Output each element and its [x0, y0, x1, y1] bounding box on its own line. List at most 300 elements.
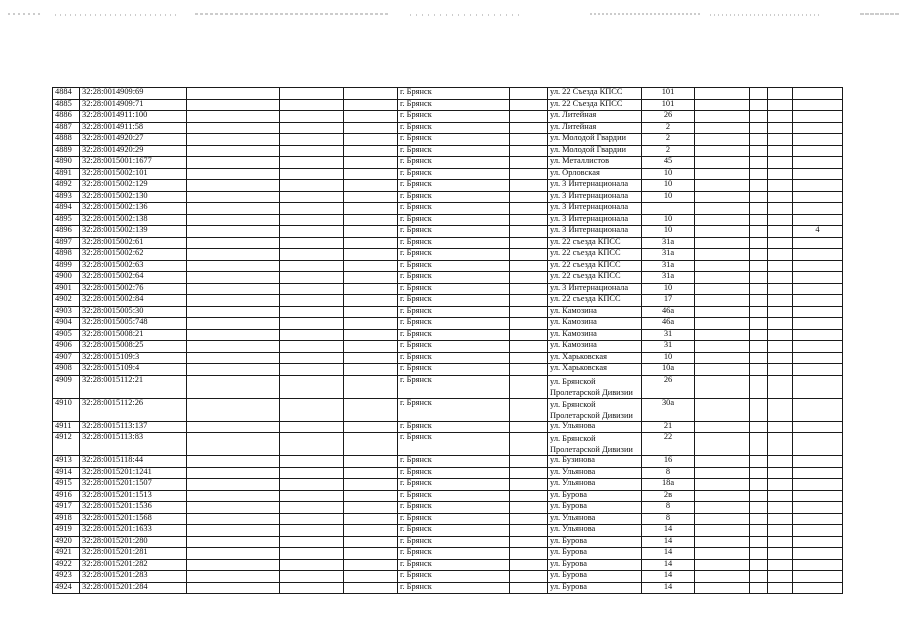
house-number-cell: 10 — [642, 283, 695, 295]
row-number-cell: 4903 — [53, 306, 80, 318]
table-row — [53, 122, 843, 134]
house-number-cell: 14 — [642, 525, 695, 537]
empty-cell — [750, 421, 768, 433]
empty-cell — [187, 295, 280, 307]
city-cell: г. Брянск — [398, 398, 510, 421]
empty-cell — [768, 306, 793, 318]
empty-cell — [695, 191, 750, 203]
row-number-cell: 4896 — [53, 226, 80, 238]
extra-value-cell — [793, 99, 843, 111]
city-cell: г. Брянск — [398, 168, 510, 180]
cadastral-number-cell: 32:28:0015002:101 — [80, 168, 187, 180]
extra-value-cell — [793, 582, 843, 594]
table-row — [53, 364, 843, 376]
empty-cell — [695, 456, 750, 468]
empty-cell — [695, 536, 750, 548]
extra-value-cell — [793, 490, 843, 502]
empty-cell — [280, 421, 344, 433]
cadastral-number-cell: 32:28:0015008:21 — [80, 329, 187, 341]
city-cell: г. Брянск — [398, 456, 510, 468]
extra-value-cell — [793, 180, 843, 192]
house-number-cell: 46а — [642, 306, 695, 318]
empty-cell — [280, 433, 344, 456]
cadastral-number-cell: 32:28:0014909:69 — [80, 88, 187, 100]
empty-cell — [280, 249, 344, 261]
empty-cell — [695, 398, 750, 421]
row-number-cell: 4914 — [53, 467, 80, 479]
street-cell: ул. 22 съезда КПСС — [548, 249, 642, 261]
city-cell: г. Брянск — [398, 88, 510, 100]
cadastral-number-cell: 32:28:0015201:283 — [80, 571, 187, 583]
street-cell: ул. 22 съезда КПСС — [548, 237, 642, 249]
house-number-cell: 2 — [642, 134, 695, 146]
cadastral-number-cell: 32:28:0015002:138 — [80, 214, 187, 226]
empty-cell — [344, 157, 398, 169]
empty-cell — [344, 490, 398, 502]
empty-cell — [510, 237, 548, 249]
house-number-cell — [642, 203, 695, 215]
empty-cell — [768, 203, 793, 215]
empty-cell — [750, 433, 768, 456]
empty-cell — [280, 203, 344, 215]
house-number-cell: 26 — [642, 111, 695, 123]
empty-cell — [187, 548, 280, 560]
empty-cell — [187, 157, 280, 169]
empty-cell — [510, 571, 548, 583]
empty-cell — [187, 111, 280, 123]
city-cell: г. Брянск — [398, 525, 510, 537]
empty-cell — [280, 352, 344, 364]
row-number-cell: 4922 — [53, 559, 80, 571]
row-number-cell: 4906 — [53, 341, 80, 353]
empty-cell — [750, 318, 768, 330]
empty-cell — [750, 122, 768, 134]
cadastral-number-cell: 32:28:0015112:26 — [80, 398, 187, 421]
empty-cell — [750, 341, 768, 353]
empty-cell — [510, 375, 548, 398]
empty-cell — [768, 398, 793, 421]
cadastral-number-cell: 32:28:0015002:62 — [80, 249, 187, 261]
empty-cell — [280, 295, 344, 307]
empty-cell — [187, 364, 280, 376]
house-number-cell: 10 — [642, 226, 695, 238]
empty-cell — [187, 456, 280, 468]
empty-cell — [750, 145, 768, 157]
empty-cell — [344, 329, 398, 341]
empty-cell — [187, 168, 280, 180]
empty-cell — [768, 513, 793, 525]
empty-cell — [344, 456, 398, 468]
empty-cell — [750, 398, 768, 421]
empty-cell — [344, 502, 398, 514]
empty-cell — [695, 433, 750, 456]
table-row — [53, 433, 843, 456]
empty-cell — [750, 306, 768, 318]
city-cell: г. Брянск — [398, 536, 510, 548]
city-cell: г. Брянск — [398, 180, 510, 192]
cadastral-number-cell: 32:28:0015109:4 — [80, 364, 187, 376]
table-row — [53, 536, 843, 548]
extra-value-cell — [793, 134, 843, 146]
street-cell: ул. Металлистов — [548, 157, 642, 169]
street-cell: ул. Литейная — [548, 111, 642, 123]
extra-value-cell — [793, 571, 843, 583]
extra-value-cell — [793, 375, 843, 398]
empty-cell — [344, 582, 398, 594]
empty-cell — [510, 525, 548, 537]
empty-cell — [750, 260, 768, 272]
empty-cell — [280, 571, 344, 583]
empty-cell — [187, 375, 280, 398]
empty-cell — [344, 168, 398, 180]
city-cell: г. Брянск — [398, 375, 510, 398]
table-row — [53, 571, 843, 583]
empty-cell — [510, 421, 548, 433]
cadastral-number-cell: 32:28:0015109:3 — [80, 352, 187, 364]
empty-cell — [695, 341, 750, 353]
empty-cell — [280, 191, 344, 203]
empty-cell — [768, 421, 793, 433]
table-row — [53, 306, 843, 318]
empty-cell — [768, 145, 793, 157]
city-cell: г. Брянск — [398, 134, 510, 146]
empty-cell — [768, 180, 793, 192]
extra-value-cell — [793, 237, 843, 249]
table-row — [53, 180, 843, 192]
empty-cell — [750, 571, 768, 583]
street-cell: ул. Камозина — [548, 318, 642, 330]
empty-cell — [695, 525, 750, 537]
row-number-cell: 4908 — [53, 364, 80, 376]
extra-value-cell — [793, 295, 843, 307]
street-cell: ул. Бурова — [548, 582, 642, 594]
empty-cell — [280, 398, 344, 421]
empty-cell — [750, 295, 768, 307]
empty-cell — [344, 88, 398, 100]
row-number-cell: 4915 — [53, 479, 80, 491]
empty-cell — [280, 272, 344, 284]
city-cell: г. Брянск — [398, 421, 510, 433]
empty-cell — [510, 559, 548, 571]
empty-cell — [280, 283, 344, 295]
empty-cell — [510, 306, 548, 318]
empty-cell — [510, 226, 548, 238]
street-cell: ул. Ульянова — [548, 467, 642, 479]
street-cell: ул. Камозина — [548, 341, 642, 353]
house-number-cell: 10а — [642, 364, 695, 376]
empty-cell — [695, 249, 750, 261]
empty-cell — [344, 536, 398, 548]
cadastral-number-cell: 32:28:0015201:1513 — [80, 490, 187, 502]
empty-cell — [344, 559, 398, 571]
extra-value-cell — [793, 191, 843, 203]
empty-cell — [768, 237, 793, 249]
empty-cell — [280, 237, 344, 249]
empty-cell — [510, 433, 548, 456]
empty-cell — [187, 467, 280, 479]
extra-value-cell — [793, 433, 843, 456]
empty-cell — [510, 513, 548, 525]
empty-cell — [768, 260, 793, 272]
extra-value-cell — [793, 88, 843, 100]
row-number-cell: 4909 — [53, 375, 80, 398]
extra-value-cell — [793, 525, 843, 537]
city-cell: г. Брянск — [398, 260, 510, 272]
extra-value-cell: 4 — [793, 226, 843, 238]
empty-cell — [280, 341, 344, 353]
cadastral-number-cell: 32:28:0014920:29 — [80, 145, 187, 157]
empty-cell — [187, 272, 280, 284]
cadastral-number-cell: 32:28:0015002:139 — [80, 226, 187, 238]
empty-cell — [750, 525, 768, 537]
empty-cell — [187, 490, 280, 502]
city-cell: г. Брянск — [398, 352, 510, 364]
empty-cell — [768, 214, 793, 226]
empty-cell — [510, 364, 548, 376]
city-cell: г. Брянск — [398, 571, 510, 583]
empty-cell — [187, 249, 280, 261]
cadastral-number-cell: 32:28:0015002:129 — [80, 180, 187, 192]
row-number-cell: 4917 — [53, 502, 80, 514]
empty-cell — [750, 168, 768, 180]
street-cell: ул. Бурова — [548, 571, 642, 583]
empty-cell — [280, 559, 344, 571]
empty-cell — [187, 433, 280, 456]
row-number-cell: 4890 — [53, 157, 80, 169]
empty-cell — [187, 306, 280, 318]
house-number-cell: 2 — [642, 122, 695, 134]
city-cell: г. Брянск — [398, 306, 510, 318]
city-cell: г. Брянск — [398, 329, 510, 341]
table-row — [53, 283, 843, 295]
street-cell: ул. Бурова — [548, 559, 642, 571]
empty-cell — [510, 214, 548, 226]
empty-cell — [695, 467, 750, 479]
empty-cell — [280, 157, 344, 169]
row-number-cell: 4916 — [53, 490, 80, 502]
empty-cell — [344, 249, 398, 261]
empty-cell — [695, 180, 750, 192]
extra-value-cell — [793, 398, 843, 421]
empty-cell — [750, 88, 768, 100]
empty-cell — [750, 375, 768, 398]
cadastral-number-cell: 32:28:0015201:1241 — [80, 467, 187, 479]
empty-cell — [344, 375, 398, 398]
street-cell: ул. Камозина — [548, 306, 642, 318]
table-row — [53, 157, 843, 169]
row-number-cell: 4892 — [53, 180, 80, 192]
empty-cell — [768, 341, 793, 353]
city-cell: г. Брянск — [398, 341, 510, 353]
row-number-cell: 4898 — [53, 249, 80, 261]
empty-cell — [187, 398, 280, 421]
extra-value-cell — [793, 157, 843, 169]
house-number-cell: 17 — [642, 295, 695, 307]
empty-cell — [695, 272, 750, 284]
empty-cell — [695, 582, 750, 594]
city-cell: г. Брянск — [398, 318, 510, 330]
house-number-cell: 31 — [642, 329, 695, 341]
house-number-cell: 10 — [642, 214, 695, 226]
table-row — [53, 88, 843, 100]
empty-cell — [750, 111, 768, 123]
city-cell: г. Брянск — [398, 111, 510, 123]
city-cell: г. Брянск — [398, 157, 510, 169]
house-number-cell: 30а — [642, 398, 695, 421]
street-cell: ул. Ульянова — [548, 525, 642, 537]
empty-cell — [750, 490, 768, 502]
empty-cell — [768, 525, 793, 537]
empty-cell — [750, 582, 768, 594]
street-cell: ул. Брянской Пролетарской Дивизии — [548, 375, 642, 398]
empty-cell — [750, 479, 768, 491]
row-number-cell: 4897 — [53, 237, 80, 249]
row-number-cell: 4891 — [53, 168, 80, 180]
city-cell: г. Брянск — [398, 559, 510, 571]
street-cell: ул. Орловская — [548, 168, 642, 180]
empty-cell — [768, 559, 793, 571]
empty-cell — [280, 99, 344, 111]
empty-cell — [695, 295, 750, 307]
empty-cell — [280, 180, 344, 192]
cadastral-number-cell: 32:28:0015002:130 — [80, 191, 187, 203]
cadastral-number-cell: 32:28:0015201:1568 — [80, 513, 187, 525]
empty-cell — [280, 168, 344, 180]
extra-value-cell — [793, 122, 843, 134]
city-cell: г. Брянск — [398, 295, 510, 307]
row-number-cell: 4911 — [53, 421, 80, 433]
empty-cell — [695, 375, 750, 398]
extra-value-cell — [793, 559, 843, 571]
table-row — [53, 421, 843, 433]
empty-cell — [280, 525, 344, 537]
empty-cell — [187, 226, 280, 238]
empty-cell — [510, 502, 548, 514]
row-number-cell: 4885 — [53, 99, 80, 111]
empty-cell — [510, 99, 548, 111]
empty-cell — [344, 364, 398, 376]
extra-value-cell — [793, 421, 843, 433]
row-number-cell: 4918 — [53, 513, 80, 525]
empty-cell — [510, 490, 548, 502]
empty-cell — [695, 226, 750, 238]
table-row — [53, 145, 843, 157]
empty-cell — [768, 571, 793, 583]
cadastral-number-cell: 32:28:0014920:27 — [80, 134, 187, 146]
house-number-cell: 10 — [642, 180, 695, 192]
street-cell: ул. Камозина — [548, 329, 642, 341]
empty-cell — [344, 479, 398, 491]
cadastral-number-cell: 32:28:0015002:84 — [80, 295, 187, 307]
table-row — [53, 111, 843, 123]
house-number-cell: 10 — [642, 191, 695, 203]
empty-cell — [187, 203, 280, 215]
empty-cell — [344, 295, 398, 307]
empty-cell — [280, 375, 344, 398]
street-cell: ул. Молодой Гвардии — [548, 134, 642, 146]
empty-cell — [768, 467, 793, 479]
street-cell: ул. 22 Съезда КПСС — [548, 99, 642, 111]
empty-cell — [695, 145, 750, 157]
empty-cell — [768, 479, 793, 491]
table-row — [53, 168, 843, 180]
empty-cell — [768, 191, 793, 203]
row-number-cell: 4894 — [53, 203, 80, 215]
extra-value-cell — [793, 536, 843, 548]
row-number-cell: 4901 — [53, 283, 80, 295]
empty-cell — [344, 111, 398, 123]
house-number-cell: 45 — [642, 157, 695, 169]
empty-cell — [510, 272, 548, 284]
house-number-cell: 14 — [642, 571, 695, 583]
empty-cell — [768, 548, 793, 560]
street-cell: ул. Бурова — [548, 490, 642, 502]
table-row — [53, 513, 843, 525]
extra-value-cell — [793, 548, 843, 560]
table-row — [53, 272, 843, 284]
empty-cell — [695, 479, 750, 491]
empty-cell — [187, 329, 280, 341]
empty-cell — [280, 467, 344, 479]
row-number-cell: 4905 — [53, 329, 80, 341]
city-cell: г. Брянск — [398, 214, 510, 226]
empty-cell — [510, 295, 548, 307]
row-number-cell: 4893 — [53, 191, 80, 203]
empty-cell — [187, 283, 280, 295]
house-number-cell: 31 — [642, 341, 695, 353]
empty-cell — [344, 191, 398, 203]
empty-cell — [344, 525, 398, 537]
table-row — [53, 559, 843, 571]
table-row — [53, 295, 843, 307]
empty-cell — [768, 272, 793, 284]
house-number-cell: 16 — [642, 456, 695, 468]
empty-cell — [750, 456, 768, 468]
empty-cell — [280, 306, 344, 318]
extra-value-cell — [793, 513, 843, 525]
street-cell: ул. 3 Интернационала — [548, 203, 642, 215]
table-row — [53, 479, 843, 491]
empty-cell — [750, 513, 768, 525]
empty-cell — [768, 295, 793, 307]
empty-cell — [695, 571, 750, 583]
cadastral-number-cell: 32:28:0015001:1677 — [80, 157, 187, 169]
empty-cell — [187, 180, 280, 192]
empty-cell — [695, 203, 750, 215]
row-number-cell: 4900 — [53, 272, 80, 284]
street-cell: ул. 22 съезда КПСС — [548, 260, 642, 272]
empty-cell — [768, 582, 793, 594]
city-cell: г. Брянск — [398, 283, 510, 295]
extra-value-cell — [793, 341, 843, 353]
city-cell: г. Брянск — [398, 272, 510, 284]
house-number-cell: 26 — [642, 375, 695, 398]
empty-cell — [750, 272, 768, 284]
house-number-cell: 31а — [642, 249, 695, 261]
empty-cell — [768, 375, 793, 398]
empty-cell — [510, 168, 548, 180]
empty-cell — [768, 134, 793, 146]
empty-cell — [768, 536, 793, 548]
empty-cell — [510, 157, 548, 169]
street-cell: ул. Молодой Гвардии — [548, 145, 642, 157]
empty-cell — [187, 421, 280, 433]
empty-cell — [510, 283, 548, 295]
empty-cell — [695, 237, 750, 249]
empty-cell — [187, 122, 280, 134]
city-cell: г. Брянск — [398, 191, 510, 203]
empty-cell — [187, 318, 280, 330]
